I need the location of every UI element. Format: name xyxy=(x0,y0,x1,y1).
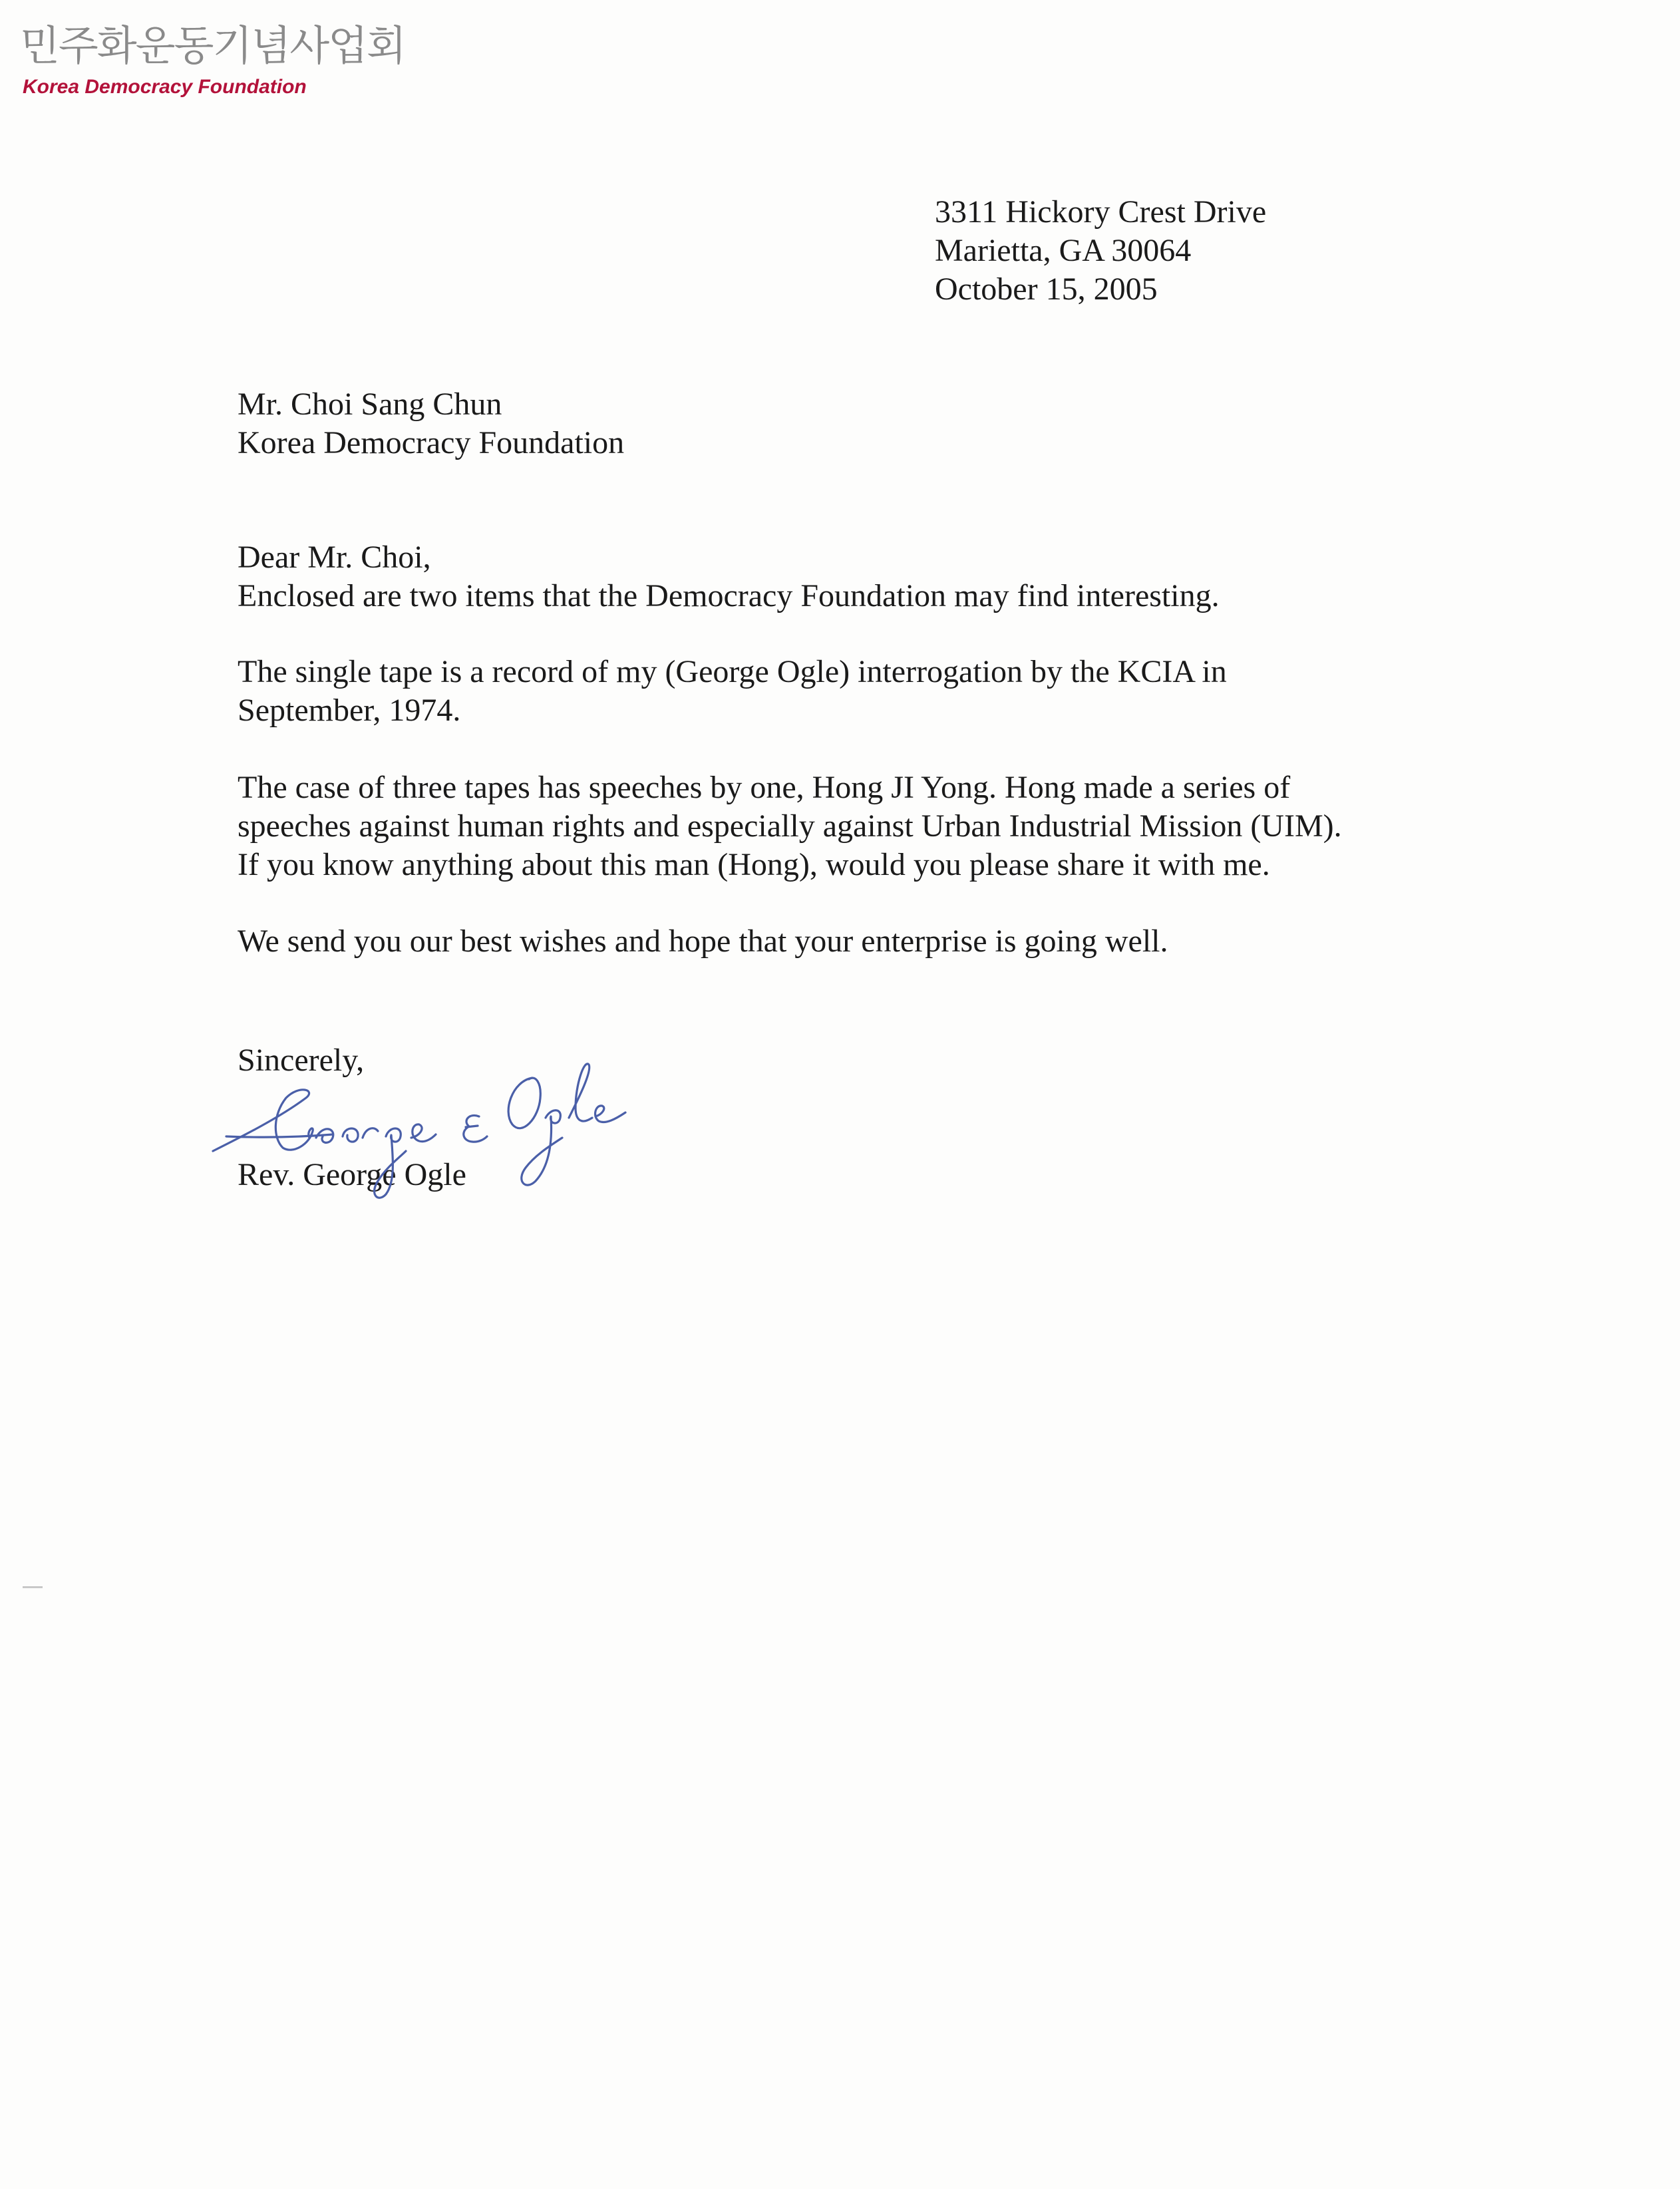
paragraph-best-wishes xyxy=(238,922,1168,961)
paragraph-line: If you know anything about this man (Hong), would you please share it with me. xyxy=(238,847,1270,882)
logo-english-text: Korea Democracy Foundation xyxy=(23,76,307,98)
sender-city-state-zip: Marietta, GA 30064 xyxy=(935,233,1192,268)
paragraph-line: The case of three tapes has speeches by one, Hong JI Yong. Hong made a series of xyxy=(238,770,1291,805)
handwritten-signature xyxy=(200,1038,745,1224)
paragraph-single-tape xyxy=(238,653,1227,730)
paragraph-three-tapes xyxy=(238,768,1342,884)
scan-speck xyxy=(23,1586,43,1588)
salutation-block xyxy=(238,538,1220,615)
paragraph-line: We send you our best wishes and hope that your enterprise is going well. xyxy=(238,924,1168,959)
paragraph-line: speeches against human rights and especially against Urban Industrial Mission (UIM). xyxy=(238,808,1342,844)
sender-street: 3311 Hickory Crest Drive xyxy=(935,194,1267,230)
valediction: Sincerely, xyxy=(238,1043,365,1078)
recipient-block xyxy=(238,385,624,462)
paragraph-line: September, 1974. xyxy=(238,693,461,728)
letterhead-logo xyxy=(20,21,405,105)
intro-paragraph: Enclosed are two items that the Democracy Foundation may find interesting. xyxy=(238,578,1220,613)
recipient-organization: Korea Democracy Foundation xyxy=(238,425,625,460)
recipient-name: Mr. Choi Sang Chun xyxy=(238,387,502,422)
typed-name: Rev. George Ogle xyxy=(238,1157,466,1192)
letter-date: October 15, 2005 xyxy=(935,271,1158,307)
logo-korean-text: 민주화운동기념사업회 xyxy=(20,21,405,70)
sender-address xyxy=(935,193,1266,309)
salutation: Dear Mr. Choi, xyxy=(238,540,431,575)
paragraph-line: The single tape is a record of my (George Ogle) interrogation by the KCIA in xyxy=(238,654,1227,689)
